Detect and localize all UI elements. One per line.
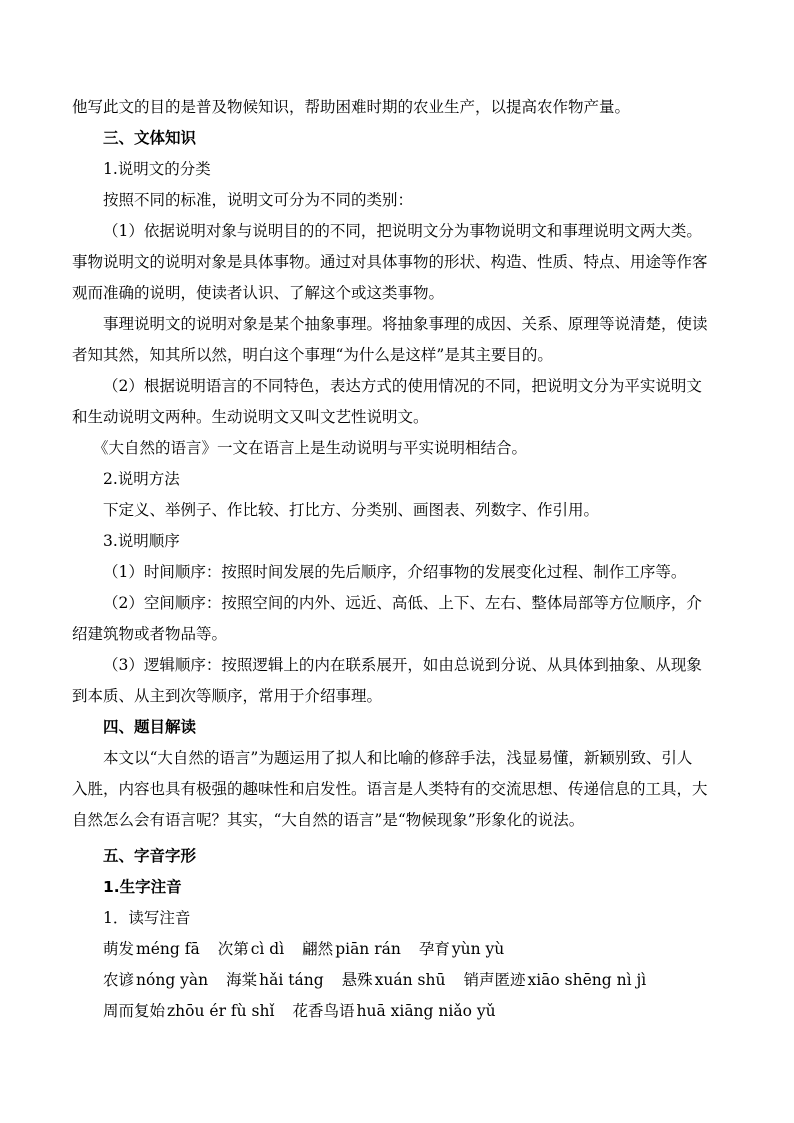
- section-heading-title-interpretation: 四、题目解读: [103, 718, 197, 736]
- word: 海棠: [226, 971, 258, 989]
- word: 悬殊: [341, 971, 373, 989]
- word: 农谚: [103, 971, 135, 989]
- pinyin: huā xiāng niǎo yǔ: [356, 1002, 496, 1020]
- pinyin-row: [103, 970, 794, 990]
- subsection-title-read-write: 1．读写注音: [103, 909, 191, 927]
- paragraph-line: （2）空间顺序：按照空间的内外、远近、高低、上下、左右、整体局部等方位顺序，介: [103, 594, 702, 612]
- paragraph-line: 《大自然的语言》一文在语言上是生动说明与平实说明相结合。: [93, 439, 528, 457]
- word: 销声匿迹: [463, 971, 526, 989]
- pinyin: xiāo shēng nì jì: [527, 971, 647, 989]
- paragraph-line: 和生动说明文两种。生动说明文又叫文艺性说明文。: [72, 408, 429, 426]
- paragraph-line: 事物说明文的说明对象是具体事物。通过对具体事物的形状、构造、性质、特点、用途等作客: [72, 253, 708, 271]
- pinyin: yùn yù: [451, 940, 505, 958]
- word: 翩然: [302, 940, 334, 958]
- paragraph-lead: 按照不同的标准，说明文可分为不同的类别：: [103, 191, 414, 209]
- pinyin-row: [103, 1001, 794, 1021]
- paragraph-line: 自然怎么会有语言呢？其实，“大自然的语言”是“物候现象”形象化的说法。: [72, 811, 585, 829]
- pinyin: xuán shū: [374, 971, 446, 989]
- paragraph-line: 入胜，内容也具有极强的趣味性和启发性。语言是人类特有的交流思想、传递信息的工具，大: [72, 780, 708, 798]
- paragraph-line: （2）根据说明语言的不同特色，表达方式的使用情况的不同，把说明文分为平实说明文: [103, 377, 702, 395]
- pinyin: méng fā: [136, 940, 200, 958]
- pinyin-row: [103, 939, 794, 959]
- word: 次第: [217, 940, 249, 958]
- paragraph-line: 事理说明文的说明对象是某个抽象事理。将抽象事理的成因、关系、原理等说清楚，使读: [103, 315, 708, 333]
- subsection-title-order: 3.说明顺序: [103, 532, 180, 550]
- pinyin: hǎi táng: [259, 971, 324, 989]
- pinyin: zhōu ér fù shǐ: [167, 1002, 275, 1020]
- section-heading-pronunciation: 五、字音字形: [103, 847, 197, 865]
- intro-line: 他写此文的目的是普及物候知识，帮助困难时期的农业生产，以提高农作物产量。: [72, 98, 631, 116]
- subsection-title-classification: 1.说明文的分类: [103, 160, 211, 178]
- paragraph-line: 到本质、从主到次等顺序，常用于介绍事理。: [72, 687, 383, 705]
- paragraph-line: （3）逻辑顺序：按照逻辑上的内在联系展开，如由总说到分说、从具体到抽象、从现象: [103, 656, 702, 674]
- paragraph-line: 绍建筑物或者物品等。: [72, 625, 228, 643]
- word: 孕育: [418, 940, 450, 958]
- paragraph-line: 下定义、举例子、作比较、打比方、分类别、画图表、列数字、作引用。: [103, 501, 600, 519]
- pinyin: piān rán: [335, 940, 401, 958]
- subsection-heading-new-characters: 1.生字注音: [103, 878, 182, 896]
- paragraph-line: （1）时间顺序：按照时间发展的先后顺序，介绍事物的发展变化过程、制作工序等。: [103, 563, 687, 581]
- section-heading-style-knowledge: 三、文体知识: [103, 129, 197, 147]
- paragraph-line: 观而准确的说明，使读者认识、了解这个或这类事物。: [72, 284, 445, 302]
- subsection-title-methods: 2.说明方法: [103, 470, 180, 488]
- word: 周而复始: [103, 1002, 166, 1020]
- pinyin: cì dì: [250, 940, 285, 958]
- word: 萌发: [103, 940, 135, 958]
- paragraph-line: 本文以“大自然的语言”为题运用了拟人和比喻的修辞手法，浅显易懂，新颖别致、引人: [103, 749, 693, 767]
- word: 花香鸟语: [292, 1002, 355, 1020]
- pinyin: nóng yàn: [136, 971, 209, 989]
- paragraph-line: （1）依据说明对象与说明目的的不同，把说明文分为事物说明文和事理说明文两大类。: [103, 222, 702, 240]
- paragraph-line: 者知其然，知其所以然，明白这个事理“为什么是这样”是其主要目的。: [72, 346, 553, 364]
